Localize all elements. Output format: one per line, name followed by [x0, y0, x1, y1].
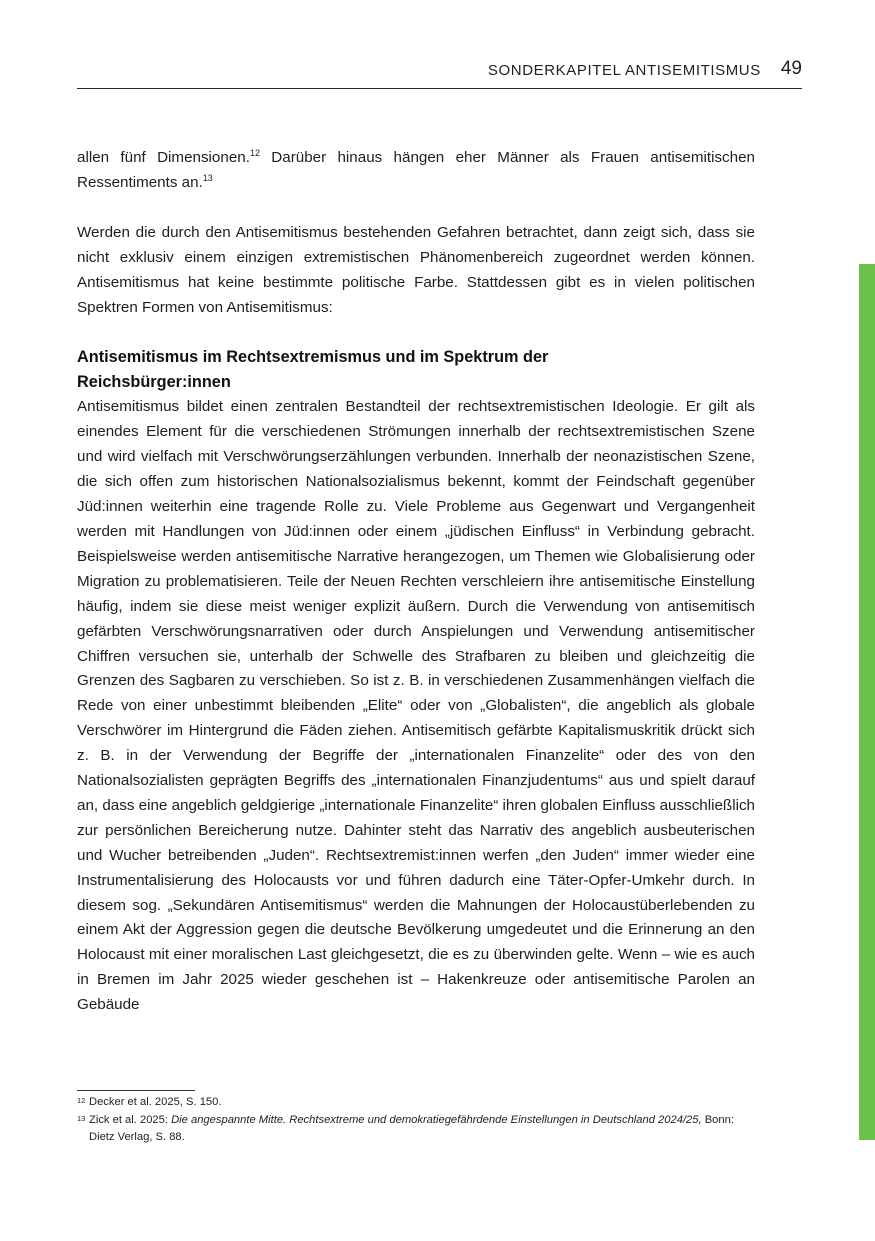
paragraph-dangers: Werden die durch den Antisemitismus bestehenden Gefahren betrachtet, dann zeigt sich, dass sie nicht exklusiv einem einzigen extremistischen Phänomenbereich zugeordnet werden können. Antisemitismus hat keine bestimmte politische Farbe. Stattdessen gibt es in vielen politischen Spektren Formen von Antisemitismus:	[77, 223, 755, 316]
footnote-text: Decker et al. 2025, S. 150.	[89, 1096, 222, 1108]
paragraph-gap	[77, 320, 755, 345]
heading-line: Antisemitismus im Rechtsextremismus und im Spektrum der	[77, 348, 549, 367]
page-number: 49	[780, 58, 802, 79]
footnote-ref-13[interactable]: 13	[202, 172, 213, 183]
footnote-ref-12[interactable]: 12	[249, 148, 260, 158]
footnote-divider	[77, 1090, 195, 1091]
footnote-13	[77, 1112, 755, 1147]
footnote-title: Die angespannte Mitte. Rechtsextreme und demokratiegefährdende Einstellungen in Deutschland 2024/25,	[171, 1113, 702, 1126]
main-text	[77, 146, 755, 1018]
chapter-title: SONDERKAPITEL ANTISEMITISMUS	[487, 62, 761, 79]
footnote-text: Bonn: Dietz Verlag, S. 88.	[89, 1113, 734, 1143]
paragraph-text: Darüber hinaus hängen eher Männer als Frauen antisemitischen Ressentiments an.	[77, 149, 755, 191]
running-header	[77, 56, 802, 89]
paragraph-text: allen fünf Dimensionen.	[77, 149, 250, 166]
footnote-number: 13	[77, 1113, 86, 1123]
paragraph-right-extremism: Antisemitismus bildet einen zentralen Bestandteil der rechtsextremistischen Ideologie. Er gilt als einendes Element für die verschiedenen Strömungen innerhalb der rechtsextremistischen Szene und wird vielfach mit Verschwörungserzählungen verbunden. Innerhalb der neonazistischen Szene, die sich offen zum historischen Nationalsozialismus bekennt, kommt der Feindschaft gegenüber Jüd:innen weiterhin eine tragende Rolle zu. Viele Probleme aus Gegenwart und Vergangenheit werden mit Handlungen von Jüd:innen oder einem „jüdischen Einfluss“ in Verbindung gebracht. Beispielsweise werden antisemitische Narrative herangezogen, um Themen wie Globalisierung oder Migration zu problematisieren. Teile der Neuen Rechten verschleiern ihre antisemitische Einstellung häufig, indem sie diese meist weniger explizit äußern. Durch die Verwendung von antisemitisch gefärbten Verschwörungsnarrativen oder durch Anspielungen und Verwendung antisemitischer Chiffren versuchen sie, unterhalb der Schwelle des Strafbaren zu bleiben und gleichzeitig die Grenzen des Sagbaren zu verschieben. So ist z. B. in verschiedenen Zusammenhängen vielfach die Rede von einer unbestimmt bleibenden „Elite“ oder von „Globalisten“, die angeblich als globale Verschwörer im Hintergrund die Fäden ziehen. Antisemitisch gefärbte Kapitalismuskritik drückt sich z. B. in der Verwendung der Begriffe der „internationalen Finanzelite“ oder des von den Nationalsozialisten geprägten Begriffs des „internationalen Finanzjudentums“ aus und spielt darauf an, dass eine angeblich geldgierige „internationale Finanzelite“ ihren globalen Einfluss ausschließlich zur persönlichen Bereicherung nutze. Dahinter steht das Narrativ des angeblich ausbeuterischen und Wucher betreibenden „Juden“. Rechtsextremist:innen werfen „den Juden“ immer wieder eine Instrumentalisierung des Holocausts vor und führen dadurch eine Täter-Opfer-Umkehr durch. In diesem sog. „Sekundären Antisemitismus“ werden die Mahnungen der Holocaustüberlebenden zu einem Akt der Aggression gegen die deutsche Bevölkerung umgedeutet und die Erinnerung an den Holocaust mit einer moralischen Last gleichgesetzt, die es zu überwinden gelte. Wenn – wie es auch in Bremen im Jahr 2025 wieder geschehen ist – Hakenkreuze oder antisemitische Parolen an Gebäude	[77, 398, 755, 1014]
paragraph-gap	[77, 196, 755, 221]
paragraph-intro	[77, 146, 755, 196]
footnote-text: Zick et al. 2025:	[89, 1113, 172, 1126]
footnote-12	[77, 1094, 755, 1112]
footnote-number: 12	[77, 1096, 86, 1105]
heading-line: Reichsbürger:innen	[77, 373, 231, 392]
footnotes	[77, 1094, 755, 1147]
section-heading	[77, 345, 755, 395]
accent-bar	[859, 264, 875, 1140]
